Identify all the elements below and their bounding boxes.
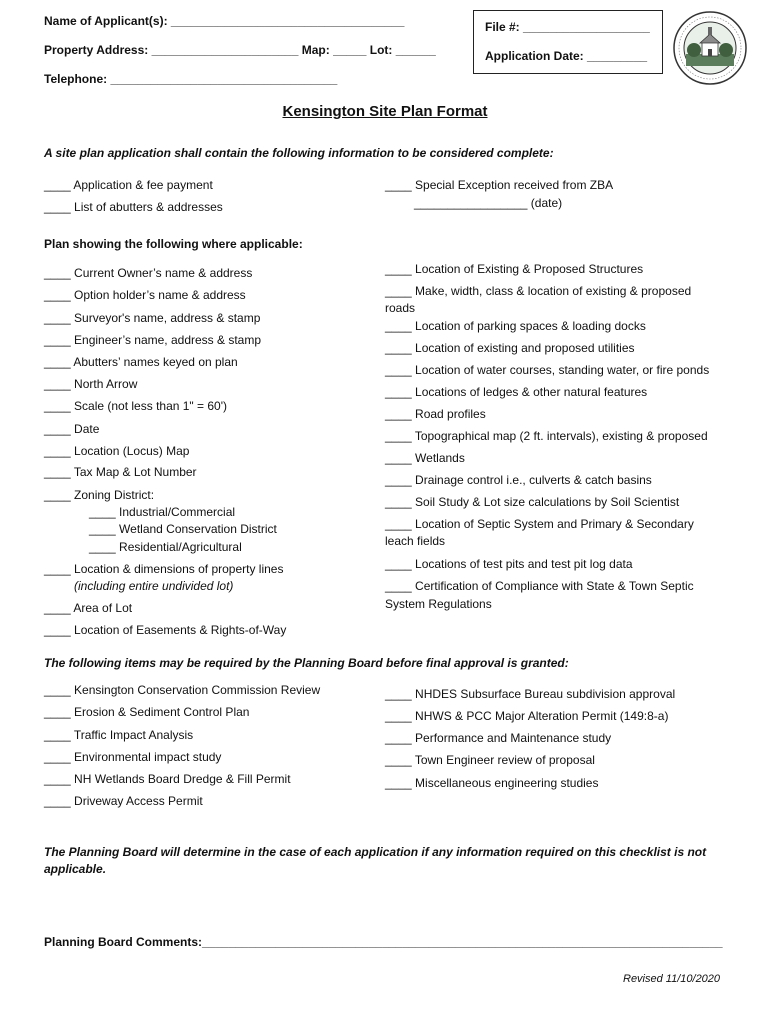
plan-item: ____ Location of Septic System and Primary & Secondary bbox=[385, 517, 694, 531]
board-heading: The following items may be required by the Planning Board before final approval is granted: bbox=[44, 656, 569, 670]
board-item: ____ Erosion & Sediment Control Plan bbox=[44, 705, 250, 719]
board-item: ____ Traffic Impact Analysis bbox=[44, 728, 194, 742]
intro-text: A site plan application shall contain the following information to be considered complete: bbox=[44, 146, 554, 160]
plan-heading: Plan showing the following where applicable: bbox=[44, 237, 303, 251]
town-seal-logo bbox=[672, 10, 748, 86]
telephone-field: Telephone: __________________________________ bbox=[44, 72, 338, 86]
checklist-item-date: _________________ (date) bbox=[414, 196, 563, 210]
plan-item-note: (including entire undivided lot) bbox=[74, 579, 234, 593]
plan-item: ____ Soil Study & Lot size calculations by Soil Scientist bbox=[385, 495, 680, 509]
board-item: ____ Town Engineer review of proposal bbox=[385, 753, 595, 767]
plan-item: ____ Location of water courses, standing water, or fire ponds bbox=[385, 363, 710, 377]
board-item: ____ NHDES Subsurface Bureau subdivision approval bbox=[385, 687, 676, 701]
board-item: ____ Driveway Access Permit bbox=[44, 794, 203, 808]
board-item: ____ Performance and Maintenance study bbox=[385, 731, 612, 745]
plan-item-cont: roads bbox=[385, 301, 416, 315]
plan-item: ____ Locations of test pits and test pit log data bbox=[385, 557, 633, 571]
plan-item-cont: System Regulations bbox=[385, 597, 492, 611]
planning-board-comments: Planning Board Comments:______________________________________________________________________________ bbox=[44, 935, 723, 949]
applicant-name-field: Name of Applicant(s): ___________________________________ bbox=[44, 14, 405, 28]
zoning-item: ____ Wetland Conservation District bbox=[89, 522, 277, 536]
plan-item: ____ Location of Easements & Rights-of-Way bbox=[44, 623, 287, 637]
plan-item: ____ Scale (not less than 1" = 60') bbox=[44, 399, 227, 413]
plan-item: ____ Location of parking spaces & loading docks bbox=[385, 319, 646, 333]
plan-item: ____ Certification of Compliance with State & Town Septic bbox=[385, 579, 694, 593]
plan-item: ____ Road profiles bbox=[385, 407, 486, 421]
board-item: ____ Kensington Conservation Commission Review bbox=[44, 683, 321, 697]
plan-item: ____ Current Owner’s name & address bbox=[44, 266, 253, 280]
board-item: ____ Miscellaneous engineering studies bbox=[385, 776, 599, 790]
plan-item: ____ Zoning District: bbox=[44, 488, 155, 502]
board-item: ____ NH Wetlands Board Dredge & Fill Permit bbox=[44, 772, 291, 786]
plan-item: ____ Location & dimensions of property lines bbox=[44, 562, 284, 576]
checklist-item: ____ List of abutters & addresses bbox=[44, 200, 223, 214]
revision-date: Revised 11/10/2020 bbox=[623, 973, 721, 985]
property-address-field: Property Address: ______________________ Map: _____ Lot: ______ bbox=[44, 43, 436, 57]
file-number-field: File #: ___________________ bbox=[485, 20, 650, 34]
zoning-item: ____ Residential/Agricultural bbox=[89, 540, 242, 554]
plan-item: ____ Wetlands bbox=[385, 451, 465, 465]
plan-item: ____ Location of Existing & Proposed Structures bbox=[385, 262, 644, 276]
plan-item: ____ Date bbox=[44, 422, 100, 436]
board-note: The Planning Board will determine in the case of each application if any information required on this checklist is not bbox=[44, 845, 707, 859]
plan-item: ____ Area of Lot bbox=[44, 601, 133, 615]
plan-item: ____ Engineer’s name, address & stamp bbox=[44, 333, 262, 347]
plan-item: ____ Drainage control i.e., culverts & catch basins bbox=[385, 473, 652, 487]
plan-item-cont: leach fields bbox=[385, 534, 446, 548]
plan-item: ____ Tax Map & Lot Number bbox=[44, 465, 197, 479]
plan-item: ____ Option holder’s name & address bbox=[44, 288, 246, 302]
plan-item: ____ North Arrow bbox=[44, 377, 138, 391]
plan-item: ____ Abutters’ names keyed on plan bbox=[44, 355, 238, 369]
page-title: Kensington Site Plan Format bbox=[282, 103, 488, 120]
board-item: ____ Environmental impact study bbox=[44, 750, 222, 764]
plan-item: ____ Surveyor's name, address & stamp bbox=[44, 311, 261, 325]
plan-item: ____ Make, width, class & location of existing & proposed bbox=[385, 284, 692, 298]
zoning-item: ____ Industrial/Commercial bbox=[89, 505, 236, 519]
checklist-item: ____ Special Exception received from ZBA bbox=[385, 178, 614, 192]
plan-item: ____ Locations of ledges & other natural features bbox=[385, 385, 648, 399]
plan-item: ____ Location of existing and proposed utilities bbox=[385, 341, 635, 355]
plan-item: ____ Location (Locus) Map bbox=[44, 444, 190, 458]
plan-item: ____ Topographical map (2 ft. intervals), existing & proposed bbox=[385, 429, 708, 443]
board-note-cont: applicable. bbox=[44, 862, 107, 876]
file-info-box bbox=[473, 10, 663, 74]
board-item: ____ NHWS & PCC Major Alteration Permit (149:8-a) bbox=[385, 709, 669, 723]
checklist-item: ____ Application & fee payment bbox=[44, 178, 213, 192]
application-date-field: Application Date: _________ bbox=[485, 49, 648, 63]
